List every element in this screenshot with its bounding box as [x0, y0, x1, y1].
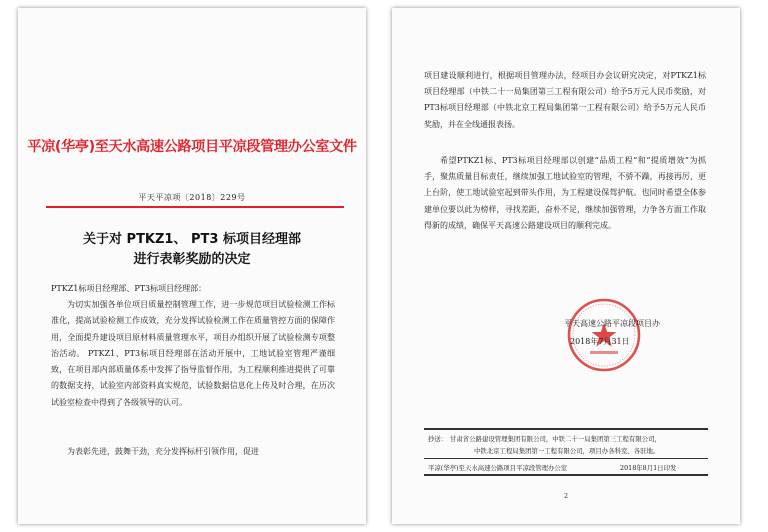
footer-divider: [424, 474, 708, 476]
page-number: 2: [563, 492, 569, 500]
cc-top-divider: [424, 428, 708, 430]
document-number: 平天平凉项〔2018〕229号: [138, 193, 246, 202]
document-page-1: [18, 8, 366, 524]
document-page-2: [392, 8, 740, 524]
salutation: PTKZ1标项目经理部、PT3标项目经理部：: [51, 284, 207, 293]
document-title-line2: 进行表彰奖励的决定: [133, 252, 251, 267]
body-paragraph-2: 为表彰先进，鼓舞干劲，充分发挥标杆引领作用，促进: [67, 447, 259, 456]
cc-bottom-divider: [424, 458, 708, 459]
body-paragraph-1: 为切实加强各单位项目质量控制管理工作，进一步规范项目试验检测工作标准化，提高试验检测工作成效，充分发挥试验检测工作在质量管控方面的保障作用，全面提升建设项目原材料质量管理水平，项目办组织开展了试验检测专项整治活动。 PTKZ1、PT3标项目经理部在活动开展中，工地试验室管理严谨细致，在项目部内部质量体系中发挥了指导监督作用，为工程顺利推进提供了可靠的数据支持，试验室内部资料真实规范，试验数据信息化上传及时合理，在历次试验室检查中得到了各级领导的认可。: [51, 300, 335, 407]
issuing-office: 平凉(华亭)至天水高速公路项目平凉段管理办公室: [428, 464, 568, 472]
body-paragraph-continued: 项目建设顺利进行，根据项目管理办法，经项目办会议研究决定，对PTKZ1标项目经理部（中铁二十一局集团第三工程有限公司）给予5万元人民币奖励，对PT3标项目经理部（中铁北京工程局集团第一工程有限公司）给予5万元人民币奖励，并在全线通报表扬。: [424, 71, 706, 129]
cc-recipients-line1: 甘肃省公路建设管理集团有限公司，中铁二十一局集团第三工程有限公司，: [450, 435, 661, 443]
header-red-divider: [46, 206, 344, 208]
document-header: 平凉(华亭)至天水高速公路项目平凉段管理办公室文件: [27, 139, 357, 155]
cc-recipients-line2: 中铁北京工程局集团第一工程有限公司，项目办各科室、各驻地。: [474, 447, 660, 455]
cc-label: 抄送：: [428, 435, 448, 443]
signing-organization: 平天高速公路平凉段项目办: [564, 319, 660, 328]
issue-date: 2018年8月1日印发: [620, 464, 677, 472]
document-title-line1: 关于对 PTKZ1、 PT3 标项目经理部: [83, 232, 301, 247]
signing-date: 2018年7月31日: [570, 337, 630, 346]
official-seal-icon: [566, 297, 642, 373]
body-paragraph-hope: 希望PTKZ1标、PT3标项目经理部以创建“品质工程”和“提质增效”为抓手，聚焦质量目标责任，继续加强工地试验室的管理，不骄不躁，再接再厉，更上台阶，使工地试验室起到带头作用，为工程建设保驾护航。也同时希望全体参建单位要以此为榜样，寻找差距，奋朴不足，继续加强管理，力争各方面工作取得新的成绩，确保平天高速公路建设项目的顺利完成。: [424, 156, 706, 230]
